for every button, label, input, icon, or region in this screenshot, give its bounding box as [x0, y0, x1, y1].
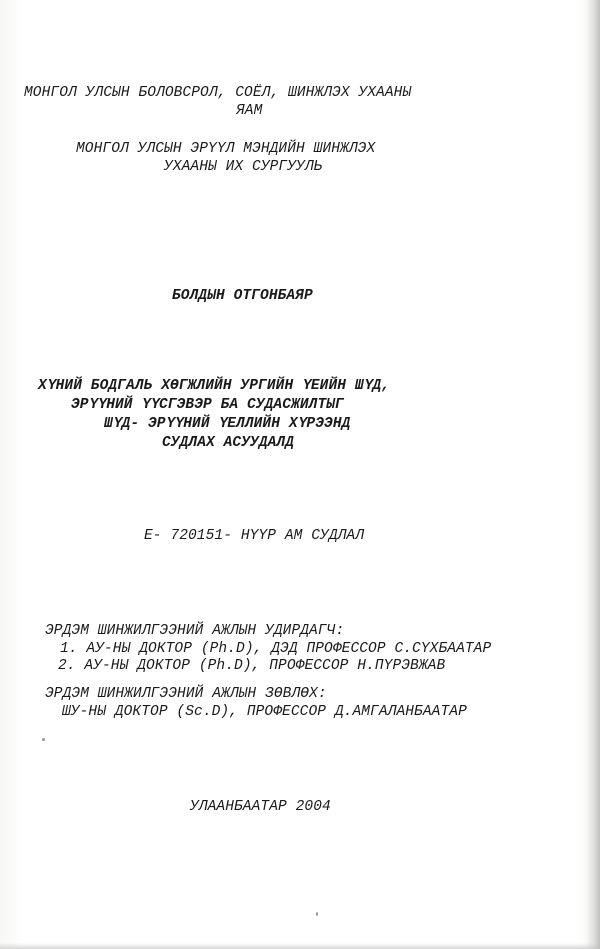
supervisor-item-1: 1. АУ-НЫ ДОКТОР (Ph.D), ДЭД ПРОФЕССОР С.СҮХБААТАР — [60, 641, 492, 657]
scan-speck — [316, 912, 318, 916]
ministry-line-2: ЯАМ — [236, 103, 263, 119]
supervisors-heading: ЭРДЭМ ШИНЖИЛГЭЭНИЙ АЖЛЫН УДИРДАГЧ: — [45, 623, 345, 639]
university-line-2: УХААНЫ ИХ СУРГУУЛЬ — [164, 159, 323, 175]
ministry-line-1: МОНГОЛ УЛСЫН БОЛОВСРОЛ, СОЁЛ, ШИНЖЛЭХ УХААНЫ — [24, 85, 412, 101]
specialty-code: Е- 720151- НҮҮР АМ СУДЛАЛ — [144, 528, 365, 544]
page-edge-shadow — [586, 0, 600, 949]
page-bottom-shadow — [0, 943, 600, 949]
thesis-title-line-2: ЭРҮҮНИЙ ҮҮСГЭВЭР БА СУДАСЖИЛТЫГ — [71, 397, 344, 413]
university-line-1: МОНГОЛ УЛСЫН ЭРҮҮЛ МЭНДИЙН ШИНЖЛЭХ — [76, 141, 376, 157]
thesis-title-line-1: ХҮНИЙ БОДГАЛЬ ХӨГЖЛИЙН УРГИЙН ҮЕИЙН ШҮД, — [38, 378, 391, 394]
author-name: БОЛДЫН ОТГОНБАЯР — [172, 288, 313, 304]
advisor-name: ШУ-НЫ ДОКТОР (Sc.D), ПРОФЕССОР Д.АМГАЛАНБААТАР — [62, 704, 467, 720]
supervisor-item-2: 2. АУ-НЫ ДОКТОР (Ph.D), ПРОФЕССОР Н.ПҮРЭВЖАВ — [58, 658, 446, 674]
advisor-heading: ЭРДЭМ ШИНЖИЛГЭЭНИЙ АЖЛЫН ЗӨВЛӨХ: — [45, 686, 327, 702]
scan-speck — [42, 738, 45, 741]
thesis-title-line-4: СУДЛАХ АСУУДАЛД — [162, 435, 295, 451]
place-and-year: УЛААНБААТАР 2004 — [190, 799, 331, 815]
thesis-title-line-3: ШҮД- ЭРҮҮНИЙ ҮЕЛЛИЙН ХҮРЭЭНД — [104, 416, 351, 432]
